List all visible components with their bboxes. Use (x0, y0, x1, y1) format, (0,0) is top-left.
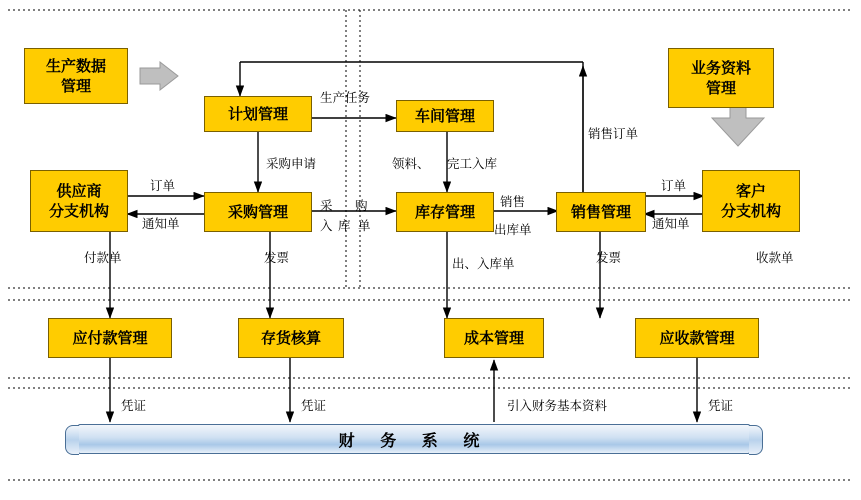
node-label: 计划管理 (227, 104, 288, 123)
node-customer[interactable] (702, 170, 800, 232)
edge-label-voucher-3: 凭证 (708, 398, 734, 413)
node-payable-management[interactable] (48, 318, 172, 358)
node-label: 管理 (60, 77, 91, 95)
node-business-data[interactable] (668, 48, 774, 108)
edge-label-sales-order: 销售订单 (588, 126, 639, 141)
edge-label-purchase-request: 采购申请 (266, 156, 317, 171)
edge-label-purchase-in-1: 采 (320, 198, 333, 213)
edge-label-order-right: 订单 (661, 178, 687, 193)
node-sales-management[interactable] (556, 192, 646, 232)
node-label: 分支机构 (48, 202, 109, 220)
edge-label-purchase-in-5: 单 (358, 218, 371, 233)
node-inventory-management[interactable] (396, 192, 494, 232)
finance-system-bar[interactable] (78, 424, 750, 454)
node-label: 分支机构 (720, 202, 781, 220)
node-label: 采购管理 (227, 202, 288, 221)
node-label: 应收款管理 (659, 328, 735, 347)
node-label: 业务资料 (690, 58, 751, 77)
edge-label-sales-out-2: 出库单 (494, 222, 532, 237)
node-label: 库存管理 (414, 202, 475, 221)
node-label: 供应商 (56, 181, 102, 200)
node-label: 生产数据 (45, 56, 106, 75)
node-production-data[interactable] (24, 48, 128, 104)
fat-arrow-production (140, 62, 178, 90)
edge-label-invoice-right: 发票 (596, 250, 622, 265)
edge-label-purchase-in-3: 入 (320, 218, 333, 233)
node-label: 应付款管理 (72, 328, 148, 347)
edge-label-payment-voucher: 付款单 (84, 250, 122, 265)
edge-label-sales-out-1: 销售 (500, 194, 526, 209)
edge-label-receipt-voucher: 收款单 (756, 250, 794, 265)
edge-label-order-left: 订单 (150, 178, 176, 193)
edge-label-invoice-left: 发票 (264, 250, 290, 265)
node-plan-management[interactable] (204, 96, 312, 132)
edge-label-notice-right: 通知单 (652, 216, 690, 231)
node-label: 管理 (705, 79, 736, 97)
edge-label-finish-in: 完工入库 (447, 156, 498, 171)
edge-label-purchase-in-2: 购 (355, 198, 368, 213)
node-receivable-management[interactable] (635, 318, 759, 358)
node-label: 销售管理 (570, 202, 631, 221)
finance-system-label: 财 务 系 统 (338, 430, 490, 450)
edge-label-notice-left: 通知单 (142, 216, 180, 231)
node-label: 成本管理 (463, 328, 524, 347)
edge-label-pick-material: 领料、 (392, 156, 430, 171)
node-label: 客户 (735, 181, 766, 200)
edge-label-purchase-in-4: 库 (338, 218, 351, 233)
edge-label-voucher-1: 凭证 (121, 398, 147, 413)
node-cost-management[interactable] (444, 318, 544, 358)
node-workshop-management[interactable] (396, 100, 494, 132)
edge-label-voucher-2: 凭证 (301, 398, 327, 413)
node-label: 存货核算 (260, 328, 321, 347)
node-label: 车间管理 (414, 106, 475, 125)
node-stock-accounting[interactable] (238, 318, 344, 358)
edge-label-import-basic: 引入财务基本资料 (507, 398, 608, 413)
node-supplier[interactable] (30, 170, 128, 232)
edge-label-in-out-doc: 出、入库单 (452, 256, 515, 271)
edge-label-production-task: 生产任务 (320, 90, 371, 105)
node-purchase-management[interactable] (204, 192, 312, 232)
